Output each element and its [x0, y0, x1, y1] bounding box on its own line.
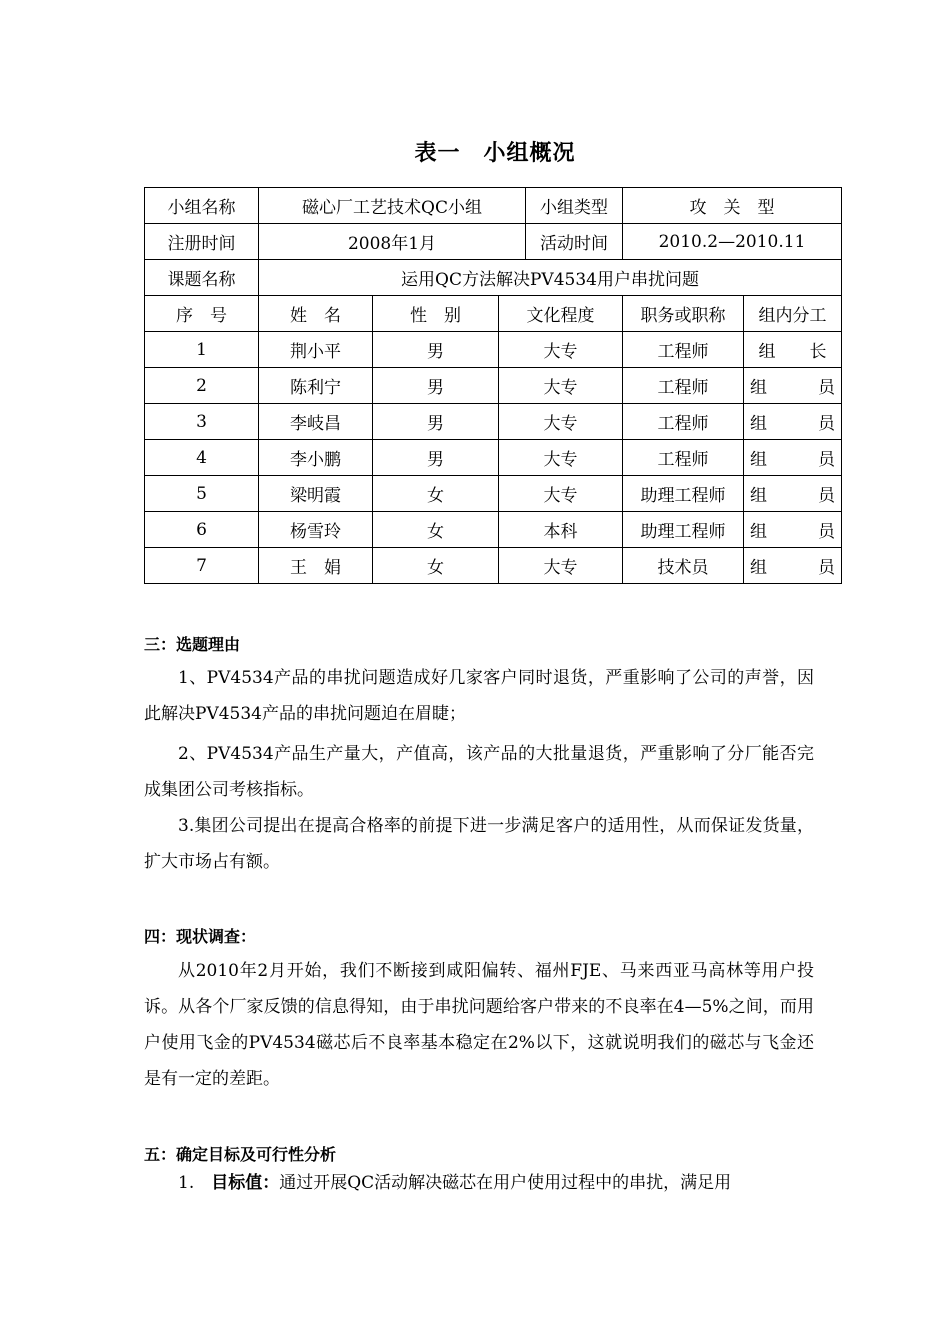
member-education: 大专 — [499, 476, 623, 512]
group-type-label: 小组类型 — [526, 188, 623, 224]
member-gender: 女 — [373, 476, 499, 512]
section3-paragraph-2: 2、PV4534产品生产量大，产值高，该产品的大批量退货，严重影响了分厂能否完成集团公司考核指标。 — [144, 744, 814, 800]
member-gender: 女 — [373, 548, 499, 584]
member-no: 4 — [145, 440, 259, 476]
column-header: 姓 名 — [259, 296, 373, 332]
topic: 运用QC方法解决PV4534用户串扰问题 — [259, 260, 842, 296]
member-no: 2 — [145, 368, 259, 404]
item-number: 1. — [178, 1173, 195, 1193]
member-gender: 男 — [373, 440, 499, 476]
table-row — [145, 368, 842, 404]
register-label: 注册时间 — [145, 224, 259, 260]
member-role: 组 员 — [744, 440, 842, 476]
member-title: 工程师 — [623, 440, 744, 476]
table-row — [145, 476, 842, 512]
table-title: 表一 小组概况 — [414, 140, 576, 166]
member-role: 组 员 — [744, 368, 842, 404]
member-no: 3 — [145, 404, 259, 440]
member-title: 技术员 — [623, 548, 744, 584]
member-no: 5 — [145, 476, 259, 512]
section3-paragraph-1: 1、PV4534产品的串扰问题造成好几家客户同时退货，严重影响了公司的声誉，因此解决PV4534产品的串扰问题迫在眉睫； — [144, 668, 814, 724]
activity-label: 活动时间 — [526, 224, 623, 260]
table-row — [145, 548, 842, 584]
member-no: 7 — [145, 548, 259, 584]
member-title: 助理工程师 — [623, 476, 744, 512]
section3-heading: 三：选题理由 — [144, 635, 241, 654]
topic-label: 课题名称 — [145, 260, 259, 296]
table-row — [145, 440, 842, 476]
section5-heading: 五：确定目标及可行性分析 — [144, 1145, 337, 1164]
member-gender: 女 — [373, 512, 499, 548]
table-header-row — [145, 296, 842, 332]
group-type: 攻 关 型 — [623, 188, 842, 224]
column-header: 序 号 — [145, 296, 259, 332]
member-role: 组 员 — [744, 476, 842, 512]
table-row — [145, 332, 842, 368]
member-role: 组 员 — [744, 404, 842, 440]
item-text: 通过开展QC活动解决磁芯在用户使用过程中的串扰，满足用 — [279, 1173, 732, 1193]
member-no: 1 — [145, 332, 259, 368]
member-role: 组 员 — [744, 548, 842, 584]
member-title: 工程师 — [623, 332, 744, 368]
item-label: 目标值： — [211, 1173, 280, 1193]
member-title: 工程师 — [623, 404, 744, 440]
member-title: 工程师 — [623, 368, 744, 404]
member-name: 李小鹏 — [259, 440, 373, 476]
member-name: 杨雪玲 — [259, 512, 373, 548]
column-header: 组内分工 — [744, 296, 842, 332]
member-education: 大专 — [499, 368, 623, 404]
member-gender: 男 — [373, 368, 499, 404]
table-row — [145, 512, 842, 548]
section3-paragraph-3: 3.集团公司提出在提高合格率的前提下进一步满足客户的适用性，从而保证发货量，扩大市场占有额。 — [144, 816, 814, 872]
column-header: 文化程度 — [499, 296, 623, 332]
table-row — [145, 224, 842, 260]
table-row — [145, 260, 842, 296]
member-education: 本科 — [499, 512, 623, 548]
column-header: 职务或职称 — [623, 296, 744, 332]
table-row — [145, 404, 842, 440]
group-overview-table — [144, 187, 842, 584]
activity-time: 2010.2—2010.11 — [623, 224, 842, 260]
member-education: 大专 — [499, 332, 623, 368]
member-education: 大专 — [499, 404, 623, 440]
member-role: 组 员 — [744, 512, 842, 548]
member-name: 梁明霞 — [259, 476, 373, 512]
group-name: 磁心厂工艺技术QC小组 — [259, 188, 526, 224]
member-name: 陈利宁 — [259, 368, 373, 404]
member-role: 组 长 — [744, 332, 842, 368]
member-gender: 男 — [373, 332, 499, 368]
member-no: 6 — [145, 512, 259, 548]
member-education: 大专 — [499, 440, 623, 476]
register-time: 2008年1月 — [259, 224, 526, 260]
section4-paragraph-1: 从2010年2月开始，我们不断接到咸阳偏转、福州FJE、马来西亚马高林等用户投诉。从各个厂家反馈的信息得知，由于串扰问题给客户带来的不良率在4—5%之间，而用户使用飞金的PV4534磁芯后不良率基本稳定在2%以下，这就说明我们的磁芯与飞金还是有一定的差距。 — [144, 961, 814, 1089]
member-name: 荆小平 — [259, 332, 373, 368]
member-gender: 男 — [373, 404, 499, 440]
member-education: 大专 — [499, 548, 623, 584]
member-title: 助理工程师 — [623, 512, 744, 548]
section5-item-1 — [144, 1165, 814, 1201]
column-header: 性 别 — [373, 296, 499, 332]
table-row — [145, 188, 842, 224]
member-name: 王 娟 — [259, 548, 373, 584]
group-name-label: 小组名称 — [145, 188, 259, 224]
member-name: 李岐昌 — [259, 404, 373, 440]
section4-heading: 四：现状调查： — [144, 927, 257, 946]
